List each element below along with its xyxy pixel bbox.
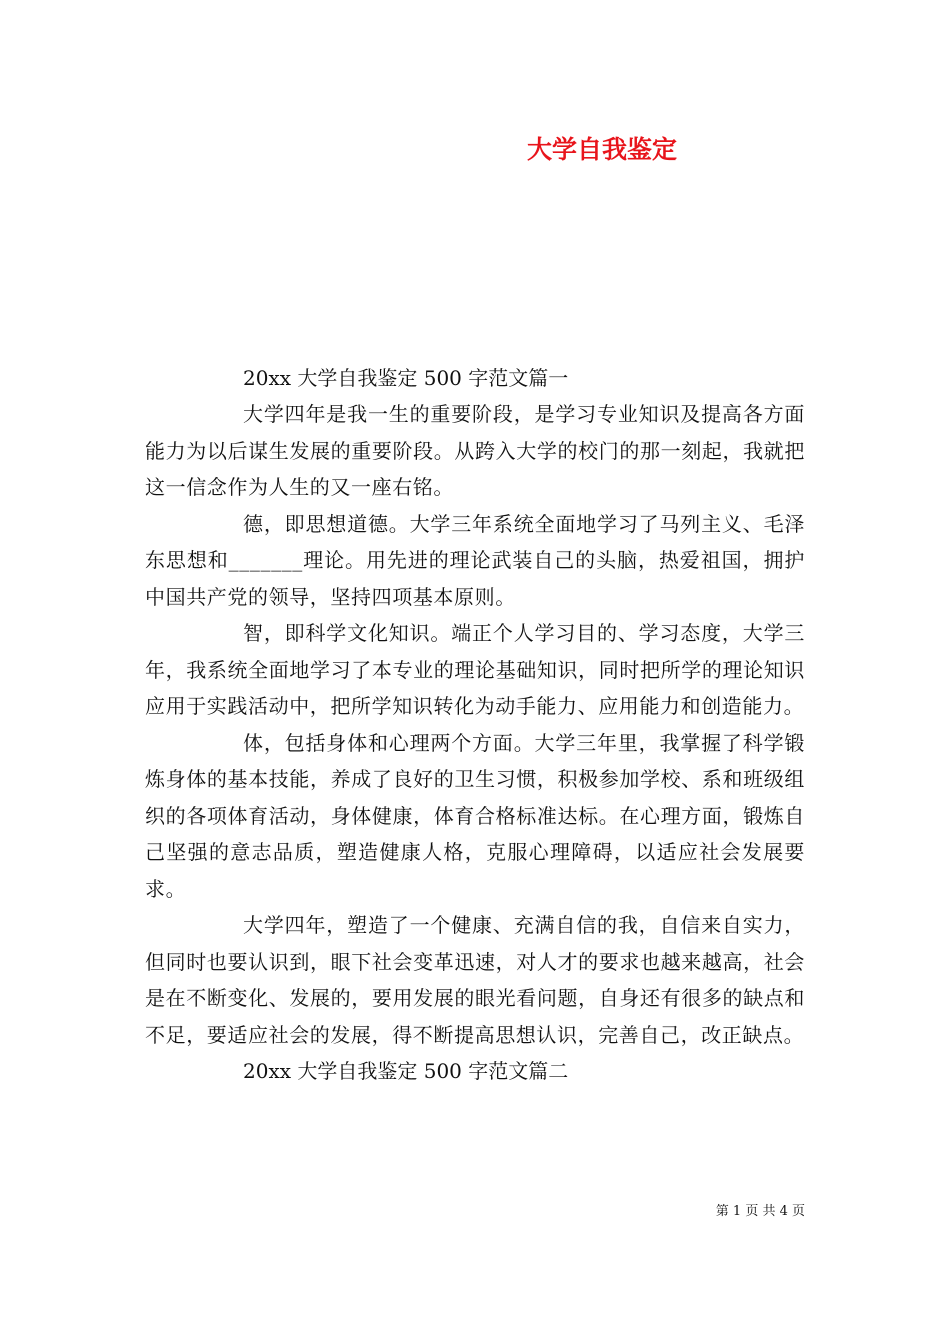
paragraph-conclusion: 大学四年，塑造了一个健康、充满自信的我，自信来自实力，但同时也要认识到，眼下社会变革迅速，对人才的要求也越来越高，社会是在不断变化、发展的，要用发展的眼光看问题，自身还有很多的缺点和不足，要适应社会的发展，得不断提高思想认识，完善自己，改正缺点。 [145,913,805,1047]
section-heading-2: 20xx 大学自我鉴定 500 字范文篇二 [243,1059,569,1083]
paragraph-morality: 德，即思想道德。大学三年系统全面地学习了马列主义、毛泽东思想和_______理论。用先进的理论武装自己的头脑，热爱祖国，拥护中国共产党的领导，坚持四项基本原则。 [145,511,805,609]
document-title: 大学自我鉴定 [527,135,678,164]
section-heading-1: 20xx 大学自我鉴定 500 字范文篇一 [243,366,569,390]
page-number-footer: 第 1 页 共 4 页 [715,1204,805,1219]
paragraph-intro: 大学四年是我一生的重要阶段，是学习专业知识及提高各方面能力为以后谋生发展的重要阶段。从跨入大学的校门的那一刻起，我就把这一信念作为人生的又一座右铭。 [145,402,805,499]
paragraph-knowledge: 智，即科学文化知识。端正个人学习目的、学习态度，大学三年，我系统全面地学习了本专业的理论基础知识，同时把所学的理论知识应用于实践活动中，把所学知识转化为动手能力、应用能力和创造能力。 [145,621,805,718]
paragraph-physical: 体，包括身体和心理两个方面。大学三年里，我掌握了科学锻炼身体的基本技能，养成了良好的卫生习惯，积极参加学校、系和班级组织的各项体育活动，身体健康，体育合格标准达标。在心理方面，锻炼自己坚强的意志品质，塑造健康人格，克服心理障碍，以适应社会发展要求。 [145,730,805,901]
document-body [145,360,805,1089]
